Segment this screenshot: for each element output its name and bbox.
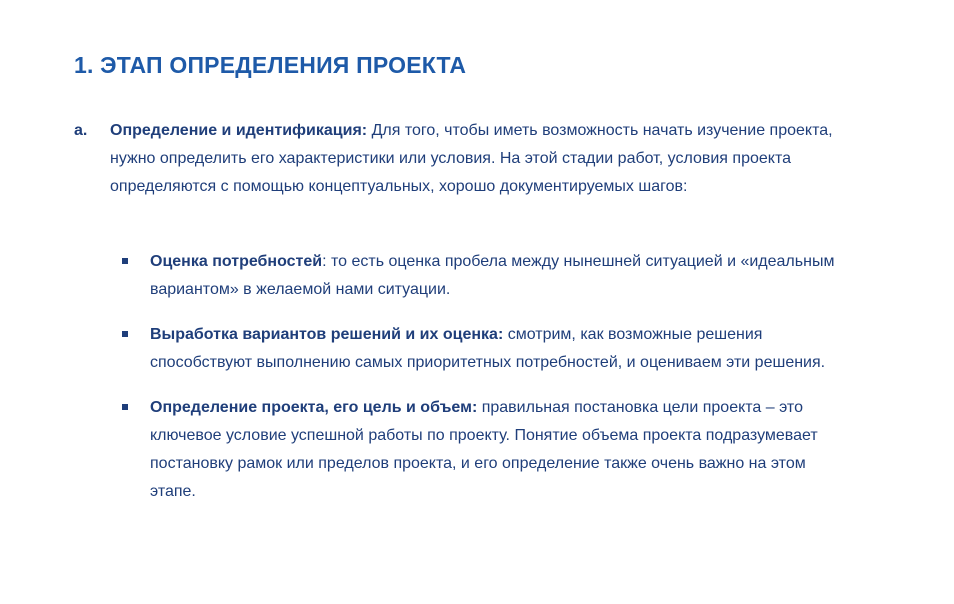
bullet-text: [150, 394, 850, 506]
list-item-a-body: [110, 117, 845, 201]
bullet-body: правильная постановка цели проекта – это ключевое условие успешной работы по проекту. Понятие объема проекта подразумевает постановку рамок или пределов проекта, и его определение также очень важно на этом этапе.: [150, 399, 818, 500]
bullet-list: [120, 248, 860, 523]
list-item-a: [74, 117, 854, 201]
square-bullet-icon: [122, 404, 128, 410]
list-marker-a: a.: [74, 122, 88, 139]
bullet-item-project-definition: [120, 394, 860, 506]
bullet-text: [150, 248, 850, 304]
bullet-title: Выработка вариантов решений и их оценка:: [150, 326, 504, 343]
section-heading: 1. ЭТАП ОПРЕДЕЛЕНИЯ ПРОЕКТА: [74, 52, 467, 78]
list-item-a-text: Для того, чтобы иметь возможность начать изучение проекта, нужно определить его характеристики или условия. На этой стадии работ, условия проекта определяются с помощью концептуальных, хорошо документируемых шагов:: [110, 122, 833, 195]
square-bullet-icon: [122, 331, 128, 337]
bullet-item-solution-options: [120, 321, 860, 377]
bullet-text: [150, 321, 850, 377]
bullet-item-needs-assessment: [120, 248, 860, 304]
list-item-a-title: Определение и идентификация:: [110, 122, 368, 139]
bullet-title: Определение проекта, его цель и объем:: [150, 399, 478, 416]
square-bullet-icon: [122, 258, 128, 264]
bullet-title: Оценка потребностей: [150, 253, 323, 270]
bullet-body: смотрим, как возможные решения способствуют выполнению самых приоритетных потребностей, и оцениваем эти решения.: [150, 326, 826, 371]
bullet-body: : то есть оценка пробела между нынешней ситуацией и «идеальным вариантом» в желаемой нами ситуации.: [150, 253, 835, 298]
